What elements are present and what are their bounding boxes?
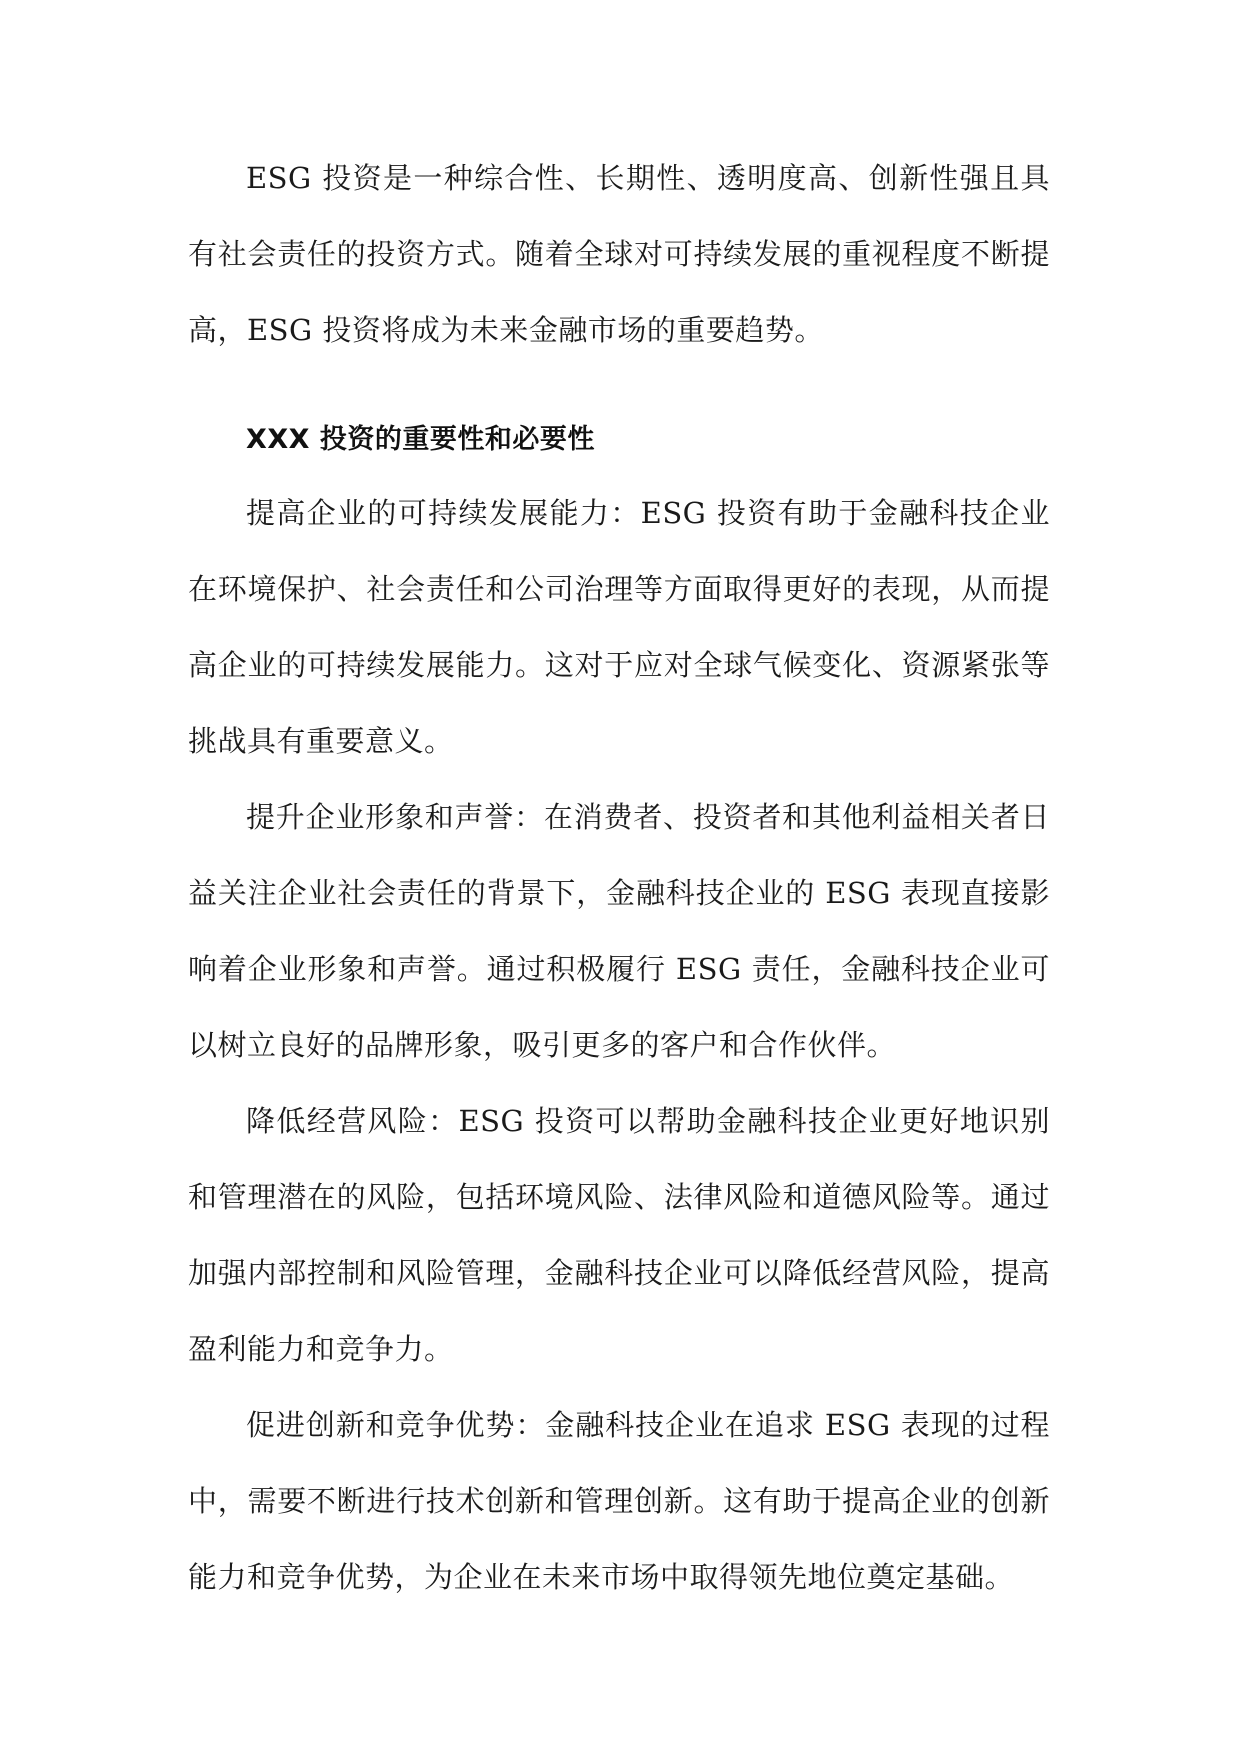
- intro-paragraph: ESG 投资是一种综合性、长期性、透明度高、创新性强且具有社会责任的投资方式。随着全球对可持续发展的重视程度不断提高，ESG 投资将成为未来金融市场的重要趋势。: [188, 161, 1050, 347]
- document-body: [188, 140, 1050, 1615]
- paragraph-sustainability: 提高企业的可持续发展能力：ESG 投资有助于金融科技企业在环境保护、社会责任和公司治理等方面取得更好的表现，从而提高企业的可持续发展能力。这对于应对全球气候变化、资源紧张等挑战具有重要意义。: [188, 496, 1050, 758]
- paragraph-risk: 降低经营风险：ESG 投资可以帮助金融科技企业更好地识别和管理潜在的风险，包括环境风险、法律风险和道德风险等。通过加强内部控制和风险管理，金融科技企业可以降低经营风险，提高盈利能力和竞争力。: [188, 1104, 1050, 1366]
- paragraph-innovation: 促进创新和竞争优势：金融科技企业在追求 ESG 表现的过程中，需要不断进行技术创新和管理创新。这有助于提高企业的创新能力和竞争优势，为企业在未来市场中取得领先地位奠定基础。: [188, 1408, 1050, 1594]
- paragraph-reputation: 提升企业形象和声誉：在消费者、投资者和其他利益相关者日益关注企业社会责任的背景下，金融科技企业的 ESG 表现直接影响着企业形象和声誉。通过积极履行 ESG 责任，金融科技企业可以树立良好的品牌形象，吸引更多的客户和合作伙伴。: [188, 800, 1050, 1062]
- section-heading: XXX 投资的重要性和必要性: [246, 424, 595, 455]
- section-spacer: [188, 368, 1050, 405]
